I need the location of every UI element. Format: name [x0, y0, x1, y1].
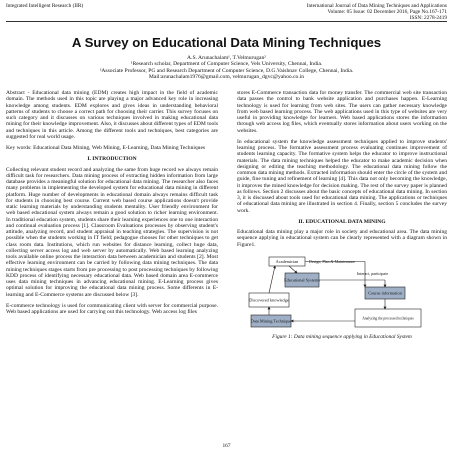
paper-title: A Survey on Educational Data Mining Techniques — [71, 35, 382, 50]
analyzing-label: Analyzing the processed techniques — [362, 316, 414, 321]
educational-systems-label: Educational Systems — [284, 277, 320, 283]
arrow-knowledge-to-academician — [269, 266, 275, 293]
section-heading-edm: II. EDUCATIONAL DATA MINING — [298, 218, 386, 225]
left-column — [6, 90, 218, 320]
data-mining-technique-label: Data Mining Technique — [250, 318, 292, 324]
abstract: Abstract - Educational data mining (EDM) creates high impact in the field of academic domain. The methods used in this topic are playing a major advanced key role in increasing knowledge among students. EDM explores and gives ideas in understanding behavioral patterns of students to choose a correct path for choosing their carrier. This survey focuses on such category and it discusses on various techniques involved in making educational data mining for their knowledge improvement. Also, it discusses about different types of EDM tools and techniques in this article. Among the different tools and techniques, best categories are suggested for real world usage. — [6, 90, 218, 140]
author-block — [0, 55, 453, 81]
author-mail: Mail:arunachalam1976@gmail.com, velmurugan_dgvc@yahoo.co.in — [148, 74, 305, 81]
discovered-knowledge-label: Discovered knowledge — [249, 297, 289, 303]
figure-caption: Figure 1: Data mining sequence applying in Educational System — [272, 333, 412, 340]
course-information-label: Course information — [368, 290, 402, 296]
page-number: 167 — [222, 443, 231, 449]
intro-paragraph-2: E-commerce technology is used for communicating client with server for commercial purpose. Web based applications are used for carrying out this technology. Web access log files — [6, 302, 218, 315]
right-column — [237, 90, 447, 340]
interact-label: Interact, participate — [357, 270, 389, 276]
intro-paragraph-1: Collecting relevant student record and analyzing the same from huge record we always remain difficult task for researchers. Data mining process of extracting hidden information from large database provides a meaningful solution for educational data mining. The researcher also faces many problems in implementing the developed system for educational data mining in different platform. Huge number of developments in educational domain always remains difficult task for students in choosing best course. Current web based course applications doesn't provide static learning materials by understanding students mentality. User friendly environment for web based educational system always remain a good solution to richer learning environment. In traditional education system, students share their learning experiences one to one interaction and continual evaluation process [1]. Classroom Evaluations processes by observing student's attitude, analyzing record, and student appraisal in teaching strategies. The supervision is not possible when the students working in IT field; pedagogue chooses for other techniques to get class room data. Institutions, which run websites for distance learning, collect huge data, collecting server access log and web server by automatically. Web based learning analyzing tools available online process the interaction data between academician and students [2]. Most effective learning environment can be carried by following data mining techniques. The data mining techniques stages starts from pre processing to post processing techniques by following KDD process of identifying necessary educational data. Web based domain area E-commerce uses data mining techniques in advancing educational mining. E-Learning process gives optimal solution for improving the educational data mining process. Some differents in E-learning and E-Commerce systems are discussed below [3]. — [6, 166, 218, 298]
header-right — [247, 3, 447, 22]
design-label: Design, Plan & Maintenance — [309, 258, 356, 264]
header-left: Integrated Intelligent Research (IIR) — [6, 3, 84, 9]
body-paragraph-2: In educational system the knowledge assessment techniques applied to improve students' learning process. The formative assessment process evaluating continues improvement of students learning capacity. The formative system helps the educator to improve instructional materials. The data mining techniques helped the educator to make academic decision when designing or editing the teaching methodology. The educational data mining follow the common data mining methods. Extracted information should enter the circle of the system and guide, fine tuning and refinement of learning [4]. This data not only becoming the knowledge, it improves the mined knowledge for decision making. The rest of the survey paper is planned as follows. Section 2 discusses about the basic concepts of educational data mining. In section 3, it is discussed about tools used for educational data mining. The applications or techniques of educational data mining are illustrated in section 4. Finally, section 5 concludes the survey work. — [237, 138, 447, 214]
body-paragraph-3: Educational data mining play a major role in society and educational area. The data mining sequence applying in educational system can be clearly represented with a diagram shown in Figure1. — [237, 229, 447, 248]
header-rule — [6, 21, 447, 22]
affiliation-2: ²Associate Professor, PG and Research Department of Computer Science, D.G.Vaishnav College, Chennai, India. — [99, 67, 354, 74]
issn: ISSN: 2278-2419 — [409, 15, 447, 22]
keywords: Key words: Educational Data Mining, Web Mining, E-Learning, Data Mining Techniques — [6, 145, 206, 151]
author-names: A.S. Arunachalam¹, T.Velmurugan² — [187, 55, 266, 61]
journal-name: International Journal of Data Mining Techniques and Applications — [306, 3, 447, 9]
volume-info: Volume: 05 Issue: 02 December 2016, Page No.167-171 — [327, 9, 447, 16]
edm-diagram — [245, 253, 445, 331]
affiliation-1: ¹Research scholar, Department of Computer Science, Vels University, Chennai, India. — [130, 61, 323, 68]
figure-1 — [237, 253, 447, 331]
academician-label: Academician — [275, 258, 299, 264]
body-paragraph-1: stores E-Commerce transaction data for money transfer. The commercial web site transaction data passes the control to bank website application and purchases happen. E-Learning technology is used for learning from web sites. The users can gather necessary knowledge from web based learning process. The web applications used in this type of websites are very useful in providing knowledge for learners. Web based applications stores the information through web access log files, which eventually stores information about users working on the websites. — [237, 90, 447, 134]
arrow-academician-to-systems — [289, 266, 297, 273]
section-heading-introduction: I. INTRODUCTION — [87, 156, 137, 163]
